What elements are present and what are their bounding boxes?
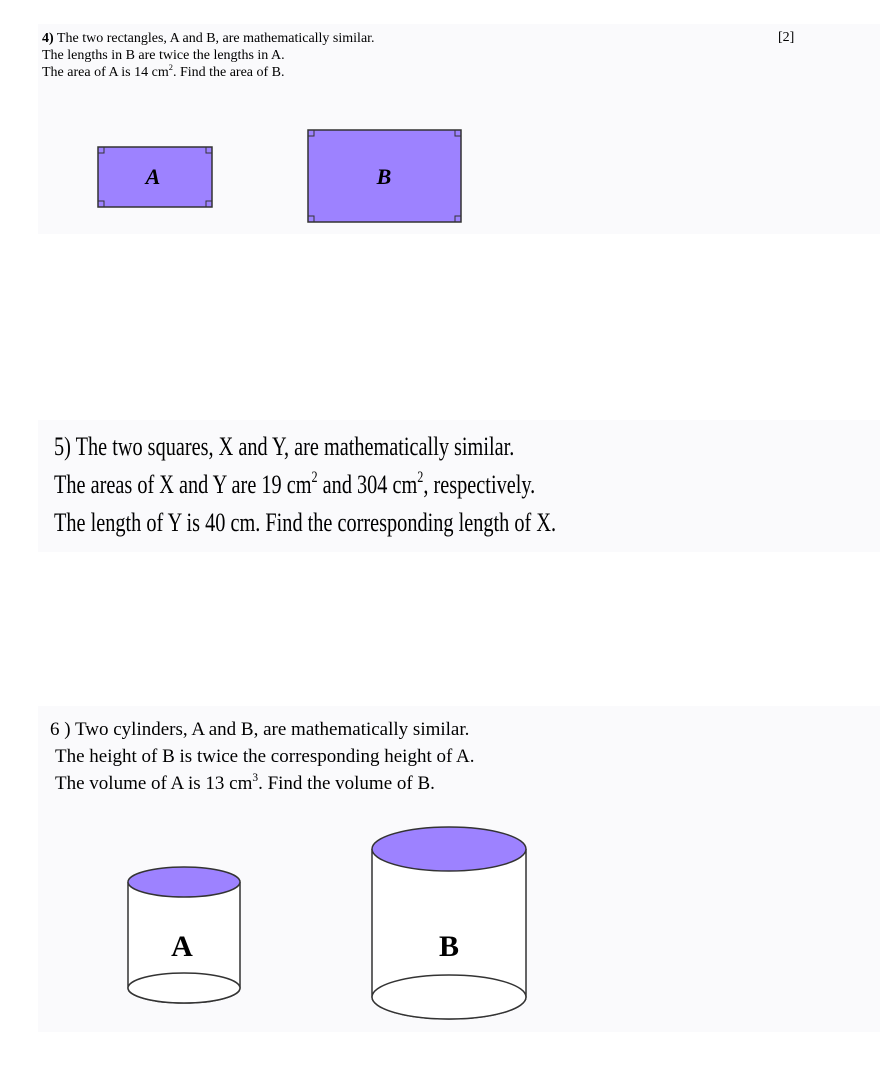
q6-line-2: The height of B is twice the corresponding height of A. (55, 746, 475, 767)
q5-superscript-2: 2 (417, 468, 424, 486)
q6-text-3-end: . Find the volume of B. (258, 773, 435, 794)
cylinder-b-top (372, 827, 526, 871)
q4-superscript: 2 (168, 62, 173, 72)
cylinder-b (372, 827, 526, 1019)
q4-text-1: The two rectangles, A and B, are mathematically similar. (56, 31, 375, 46)
cylinder-a-bottom (128, 973, 240, 1003)
cylinder-b-bottom (372, 975, 526, 1019)
rectangle-a-label: A (145, 164, 161, 189)
cylinder-b-label: B (438, 930, 460, 963)
q5-line-1: 5) The two squares, X and Y, are mathematically similar. (54, 432, 515, 461)
q4-marks: [2] (778, 30, 795, 45)
q4-text-3: The area of A is 14 cm (42, 65, 169, 80)
q6-text-3: The volume of A is 13 cm (55, 773, 253, 794)
cylinder-a-top (128, 867, 240, 897)
rectangle-b-label: B (376, 164, 392, 189)
q5-text-2b: and 304 cm (317, 470, 418, 499)
cylinder-a-label: A (171, 930, 193, 963)
q5-text-2c: , respectively. (423, 470, 536, 499)
q4-line-2: The lengths in B are twice the lengths in A. (42, 48, 285, 63)
q5-line-3: The length of Y is 40 cm. Find the corresponding length of X. (54, 508, 557, 537)
q5-superscript-1: 2 (311, 468, 318, 486)
cylinder-a (128, 867, 240, 1003)
rectangle-a (98, 147, 212, 207)
q4-text-3-end: . Find the area of B. (172, 65, 285, 80)
rectangle-b (308, 130, 461, 222)
q5-text-2a: The areas of X and Y are 19 cm (54, 470, 312, 499)
q6-line-1: 6 ) Two cylinders, A and B, are mathematically similar. (50, 719, 470, 740)
q4-number: 4) (42, 31, 54, 46)
q6-superscript: 3 (252, 771, 259, 784)
